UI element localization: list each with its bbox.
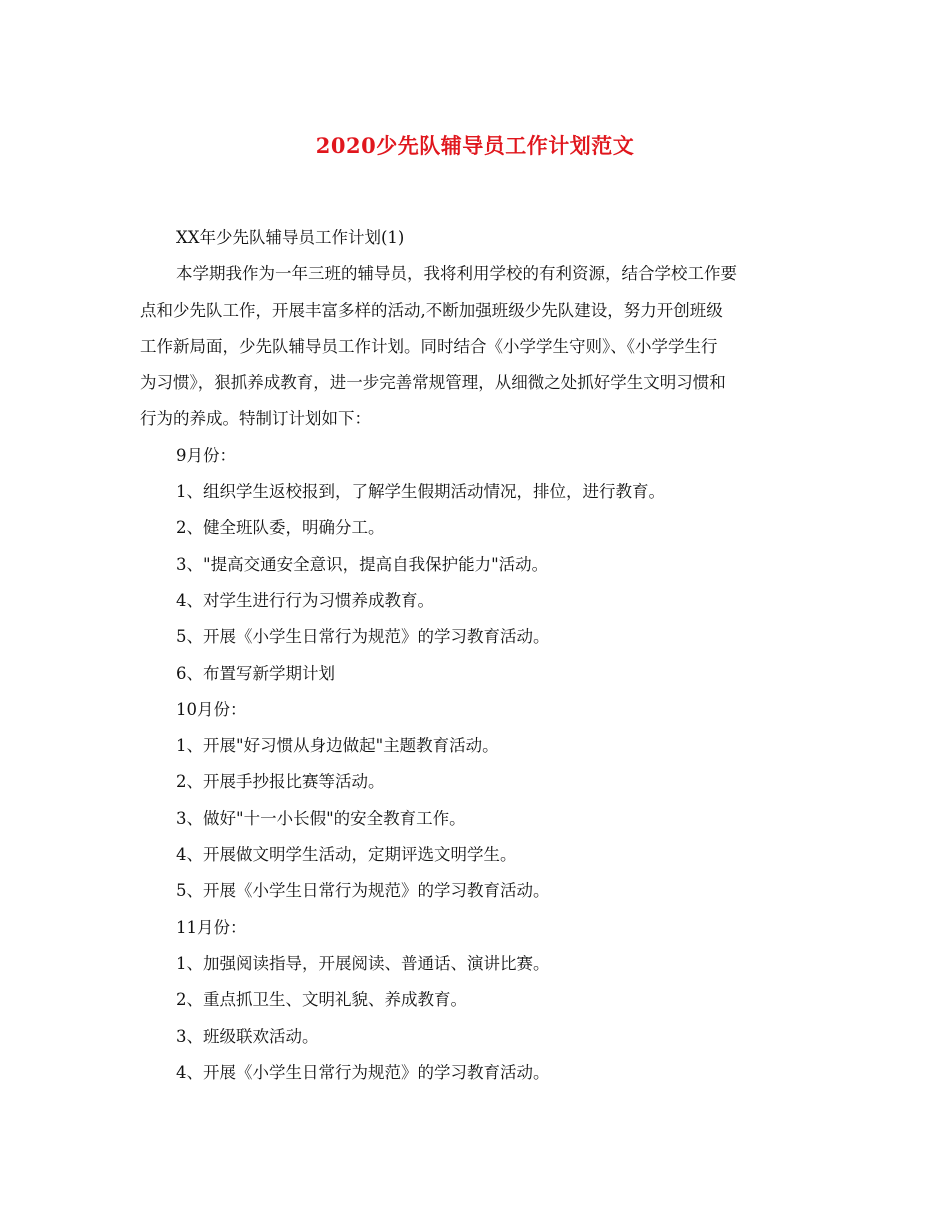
list-item: 6、布置写新学期计划 [176,663,335,683]
list-item: 4、对学生进行行为习惯养成教育。 [176,590,434,610]
section-heading-september: 9月份： [176,445,236,465]
list-item: 4、开展做文明学生活动，定期评选文明学生。 [176,845,517,865]
intro-line: 点和少先队工作，开展丰富多样的活动,不断加强班级少先队建设，努力开创班级 [140,300,723,320]
list-item: 3、"提高交通安全意识，提高自我保护能力"活动。 [176,554,549,574]
list-item: 2、健全班队委，明确分工。 [176,518,385,538]
list-item: 1、加强阅读指导，开展阅读、普通话、演讲比赛。 [176,953,550,973]
list-item: 2、重点抓卫生、文明礼貌、养成教育。 [176,990,467,1010]
list-item: 5、开展《小学生日常行为规范》的学习教育活动。 [176,881,550,901]
document-body [140,220,816,1091]
list-item: 2、开展手抄报比赛等活动。 [176,772,385,792]
intro-line: 本学期我作为一年三班的辅导员，我将利用学校的有利资源，结合学校工作要 [176,264,737,284]
intro-line: 工作新局面，少先队辅导员工作计划。同时结合《小学学生守则》、《小学学生行 [140,336,718,356]
list-item: 4、开展《小学生日常行为规范》的学习教育活动。 [176,1062,550,1082]
plan-subtitle: XX年少先队辅导员工作计划(1) [176,228,405,247]
list-item: 3、做好"十一小长假"的安全教育工作。 [176,808,466,828]
section-heading-october: 10月份： [176,699,247,719]
intro-line: 为习惯》，狠抓养成教育，进一步完善常规管理，从细微之处抓好学生文明习惯和 [140,373,726,393]
list-item: 3、班级联欢活动。 [176,1026,319,1046]
section-heading-november: 11月份： [176,917,247,937]
list-item: 5、开展《小学生日常行为规范》的学习教育活动。 [176,627,550,647]
intro-line: 行为的养成。特制订计划如下： [140,409,371,429]
list-item: 1、开展"好习惯从身边做起"主题教育活动。 [176,736,499,756]
document-title: 2020少先队辅导员工作计划范文 [315,133,635,158]
list-item: 1、组织学生返校报到，了解学生假期活动情况，排位，进行教育。 [176,482,665,502]
